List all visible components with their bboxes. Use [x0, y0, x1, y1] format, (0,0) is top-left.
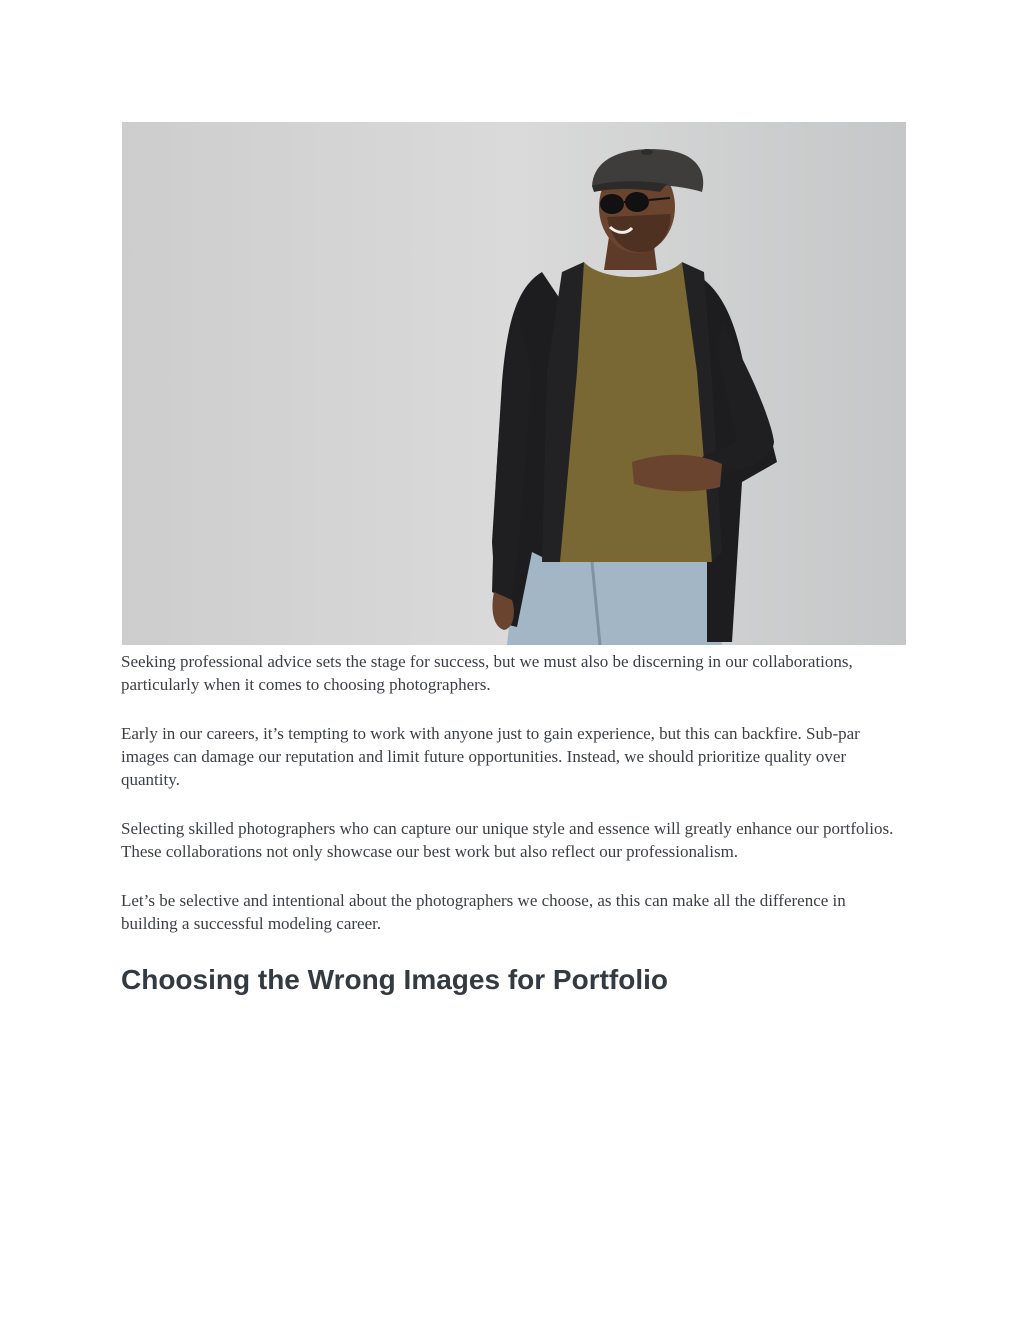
paragraph-intro: Seeking professional advice sets the stage for success, but we must also be discerning in our collaborations, particularly when it comes to choosing photographers. — [121, 652, 853, 694]
paragraph-skilled-photographers: Selecting skilled photographers who can capture our unique style and essence will greatly enhance our portfolios. These collaborations not only showcase our best work but also reflect our professionalism. — [121, 819, 894, 861]
article-body — [121, 650, 901, 997]
paragraph-selective: Let’s be selective and intentional about the photographers we choose, as this can make all the difference in building a successful modeling career. — [121, 891, 846, 933]
paragraph-early-careers: Early in our careers, it’s tempting to work with anyone just to gain experience, but this can backfire. Sub-par images can damage our reputation and limit future opportunities. Instead, we should prioritize quality over quantity. — [121, 724, 860, 789]
model-photo — [122, 122, 906, 645]
model-portrait-icon — [122, 122, 906, 645]
section-heading: Choosing the Wrong Images for Portfolio — [121, 964, 669, 995]
